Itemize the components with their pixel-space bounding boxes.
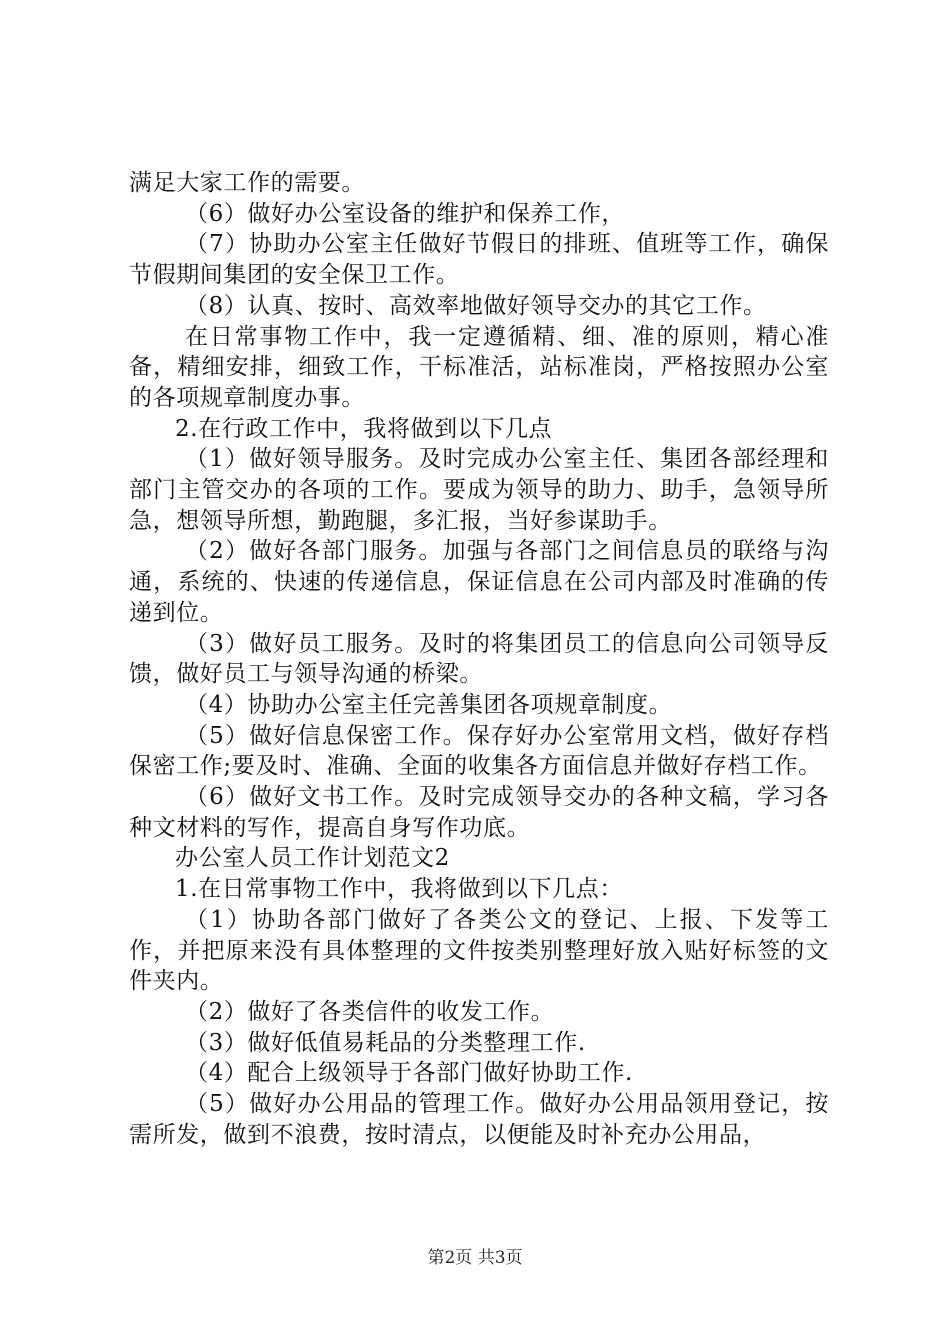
paragraph: （2）做好各部门服务。加强与各部门之间信息员的联络与沟通，系统的、快速的传递信息，保证信息在公司内部及时准确的传递到位。	[129, 538, 829, 626]
paragraph: （4）协助办公室主任完善集团各项规章制度。	[185, 691, 673, 718]
section-heading: 1.在日常事物工作中，我将做到以下几点：	[175, 876, 623, 903]
paragraph: 在日常事物工作中，我一定遵循精、细、准的原则，精心准备，精细安排，细致工作，干标准活，站标准岗，严格按照办公室的各项规章制度办事。	[129, 323, 829, 411]
paragraph: （3）做好低值易耗品的分类整理工作.	[185, 1029, 586, 1056]
paragraph: （7）协助办公室主任做好节假日的排班、值班等工作，确保节假期间集团的安全保卫工作。	[129, 231, 829, 289]
section-heading: 2.在行政工作中，我将做到以下几点	[175, 415, 553, 442]
section-title: 办公室人员工作计划范文2	[175, 845, 450, 872]
paragraph: （5）做好办公用品的管理工作。做好办公用品领用登记，按需所发，做到不浪费，按时清点，以便能及时补充办公用品，	[129, 1091, 829, 1148]
paragraph: （8）认真、按时、高效率地做好领导交办的其它工作。	[185, 292, 767, 319]
page-footer: 第2页 共3页	[427, 1248, 523, 1268]
document-body	[129, 168, 829, 1151]
paragraph: （1）做好领导服务。及时完成办公室主任、集团各部经理和部门主管交办的各项的工作。要成为领导的助力、助手，急领导所急，想领导所想，勤跑腿，多汇报，当好参谋助手。	[129, 446, 829, 534]
paragraph: （5）做好信息保密工作。保存好办公室常用文档，做好存档保密工作;要及时、准确、全面的收集各方面信息并做好存档工作。	[129, 722, 829, 780]
paragraph: （1）协助各部门做好了各类公文的登记、上报、下发等工作，并把原来没有具体整理的文件按类别整理好放入贴好标签的文件夹内。	[129, 906, 829, 995]
paragraph: （3）做好员工服务。及时的将集团员工的信息向公司领导反馈，做好员工与领导沟通的桥梁。	[129, 630, 829, 688]
paragraph: （6）做好办公室设备的维护和保养工作，	[185, 200, 626, 227]
paragraph: 满足大家工作的需要。	[129, 170, 365, 196]
paragraph: （2）做好了各类信件的收发工作。	[185, 998, 555, 1025]
paragraph: （4）配合上级领导于各部门做好协助工作.	[185, 1060, 633, 1087]
paragraph: （6）做好文书工作。及时完成领导交办的各种文稿，学习各种文材料的写作，提高自身写作功底。	[129, 784, 829, 841]
